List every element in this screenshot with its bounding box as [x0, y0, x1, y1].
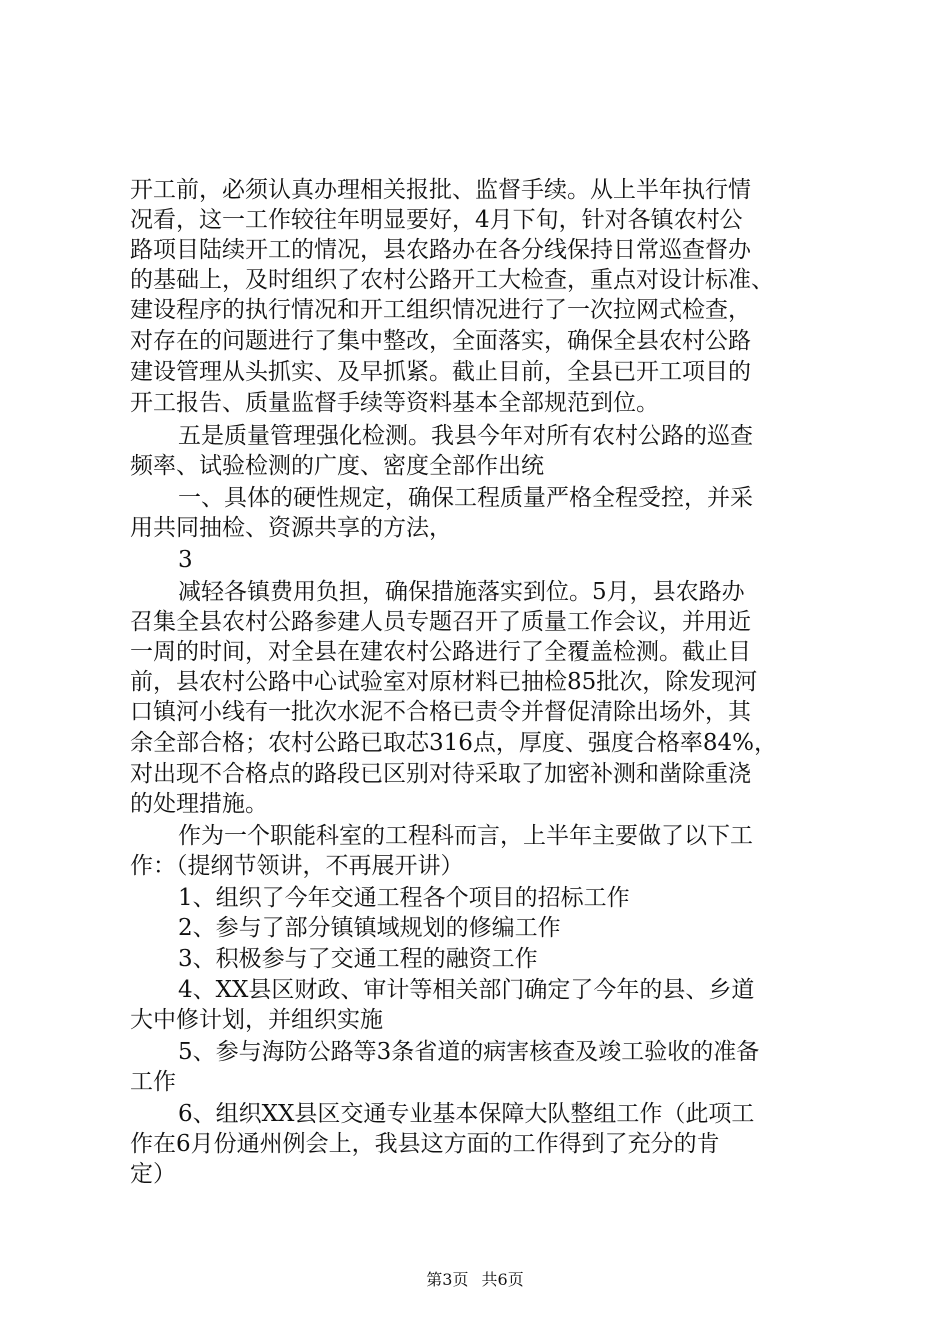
text-line: 2、参与了部分镇镇域规划的修编工作 [178, 915, 561, 941]
text-line: 作：（提纲节领讲，不再展开讲） [130, 853, 464, 879]
text-line: 3、积极参与了交通工程的融资工作 [178, 946, 538, 972]
text-line: 5、参与海防公路等3条省道的病害核查及竣工验收的准备 [178, 1039, 760, 1065]
text-line: 五是质量管理强化检测。我县今年对所有农村公路的巡查 [178, 423, 753, 449]
text-line: 建设程序的执行情况和开工组织情况进行了一次拉网式检查， [130, 297, 751, 323]
text-line: 的基础上，及时组织了农村公路开工大检查，重点对设计标准、 [130, 267, 774, 293]
text-line: 余全部合格；农村公路已取芯316点，厚度、强度合格率84%， [130, 730, 778, 756]
text-line: 工作 [130, 1069, 176, 1095]
text-line: 对存在的问题进行了集中整改，全面落实，确保全县农村公路 [130, 328, 751, 354]
text-line: 4、XX县区财政、审计等相关部门确定了今年的县、乡道 [178, 977, 755, 1003]
text-line: 作为一个职能科室的工程科而言，上半年主要做了以下工 [178, 823, 753, 849]
text-line: 的处理措施。 [130, 791, 268, 817]
text-line: 定） [130, 1161, 176, 1187]
text-line: 路项目陆续开工的情况，县农路办在各分线保持日常巡查督办 [130, 237, 751, 263]
page-number: 第3页 [426, 1270, 469, 1289]
text-line: 前，县农村公路中心试验室对原材料已抽检85批次，除发现河 [130, 669, 758, 695]
text-line: 作在6月份通州例会上，我县这方面的工作得到了充分的肯 [130, 1131, 720, 1157]
text-line: 频率、试验检测的广度、密度全部作出统 [130, 453, 544, 479]
text-line: 1、组织了今年交通工程各个项目的招标工作 [178, 885, 630, 911]
text-line: 开工报告、质量监督手续等资料基本全部规范到位。 [130, 390, 659, 416]
text-line: 对出现不合格点的路段已区别对待采取了加密补测和凿除重浇 [130, 761, 751, 787]
page-footer [0, 1270, 950, 1290]
text-line: 6、组织XX县区交通专业基本保障大队整组工作（此项工 [178, 1101, 755, 1127]
text-line: 开工前，必须认真办理相关报批、监督手续。从上半年执行情 [130, 177, 751, 203]
text-line: 3 [178, 547, 193, 573]
text-line: 一、具体的硬性规定，确保工程质量严格全程受控，并采 [178, 485, 753, 511]
text-line: 一周的时间，对全县在建农村公路进行了全覆盖检测。截止目 [130, 639, 751, 665]
text-line: 召集全县农村公路参建人员专题召开了质量工作会议，并用近 [130, 609, 751, 635]
text-line: 减轻各镇费用负担，确保措施落实到位。5月，县农路办 [178, 579, 745, 605]
text-line: 建设管理从头抓实、及早抓紧。截止目前，全县已开工项目的 [130, 359, 751, 385]
text-line: 口镇河小线有一批次水泥不合格已责令并督促清除出场外，其 [130, 699, 751, 725]
page-total: 共6页 [481, 1270, 524, 1289]
text-line: 大中修计划，并组织实施 [130, 1007, 383, 1033]
text-line: 况看，这一工作较往年明显要好，4月下旬，针对各镇农村公 [130, 207, 743, 233]
text-line: 用共同抽检、资源共享的方法， [130, 515, 452, 541]
